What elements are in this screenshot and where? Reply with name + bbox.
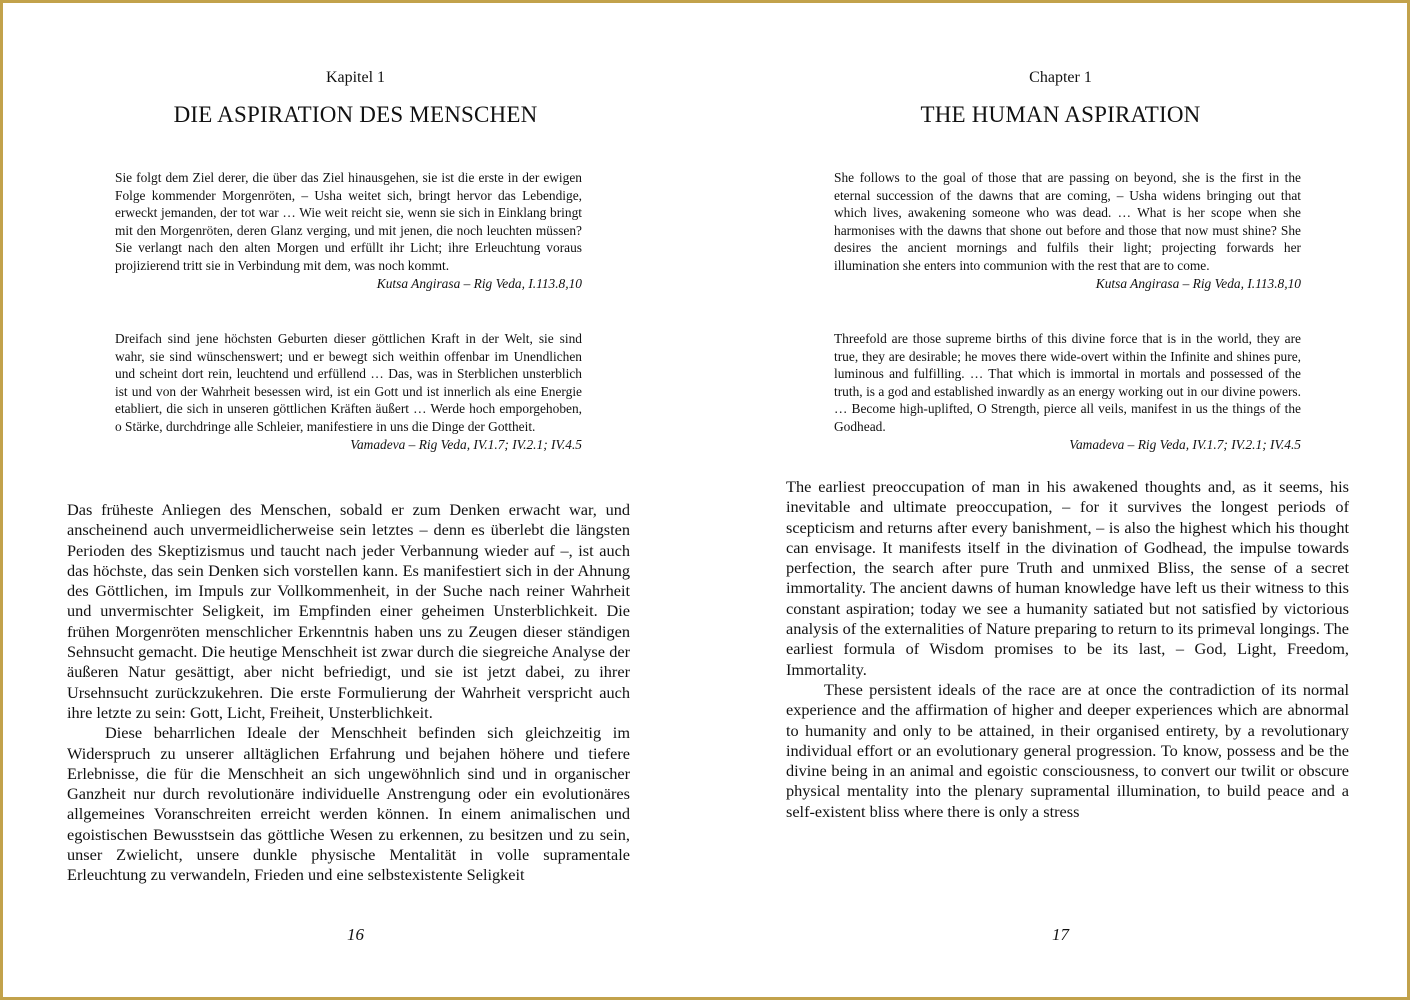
chapter-title: DIE ASPIRATION DES MENSCHEN bbox=[173, 102, 538, 127]
epigraph bbox=[115, 330, 582, 453]
epigraph bbox=[115, 169, 582, 292]
body-text bbox=[67, 500, 630, 886]
paragraph: These persistent ideals of the race are at once the contradiction of its normal experience and the affirmation of higher and deeper experiences which are abnormal to humanity and only to be attained, in their organised entirety, by a revolutionary individual effort or an evolutionary general progression. To know, possess and be the divine being in an animal and egoistic consciousness, to convert our twilit or obscure physical mentality into the plenary supramental illumination, to build peace and a self-existent bliss where there is only a stress bbox=[786, 679, 1349, 821]
page-number: 17 bbox=[1052, 925, 1069, 944]
page-number: 16 bbox=[347, 925, 364, 944]
paragraph: Das früheste Anliegen des Menschen, sobald er zum Denken erwacht war, und anscheinend auch unvermeidlicherweise sein letztes – denn es überlebt die längsten Perioden des Skeptizismus und taucht nach jeder Verbannung wieder auf –, ist auch das höchste, das sein Denken sich vorstellen kann. Es manifestiert sich in der Ahnung des Göttlichen, im Impuls zur Vollkommenheit, in der Suche nach reiner Wahrheit und unvermischter Seligkeit, im Empfinden einer geheimen Unsterblichkeit. Die frühen Morgenröten menschlicher Erkenntnis haben uns zu Zeugen dieser ständigen Sehnsucht gemacht. Die heutige Menschheit ist zwar durch die siegreiche Analyse der äußeren Natur gesättigt, aber nicht befriedigt, und sie ist jetzt dabei, zu ihrer Ursehnsucht zurückzukehren. Die erste Formulierung der Wahrheit verspricht auch ihre letzte zu sein: Gott, Licht, Freiheit, Unsterblichkeit. bbox=[67, 500, 630, 722]
epigraph bbox=[834, 330, 1301, 453]
epigraph-text: Threefold are those supreme births of this divine force that is in the world, they are true, they are desirable; he moves there wide-overt within the Infinite and shines pure, luminous and fulfilling. … That which is immortal in mortals and possessed of the truth, is a god and established inwardly as an energy working out in our divine powers. … Become high-uplifted, O Strength, pierce all veils, manifest in us the things of the Godhead. bbox=[834, 331, 1301, 434]
epigraph-text: She follows to the goal of those that are passing on beyond, she is the first in the eternal succession of the dawns that are coming, – Usha widens bringing out that which lives, awakening someone who was dead. … What is her scope when she harmonises with the dawns that shone out before and those that now must shine? She desires the ancient mornings and fulfils their light; projecting forwards her illumination she enters into communion with the rest that are to come. bbox=[834, 170, 1301, 273]
chapter-label: Kapitel 1 bbox=[325, 69, 386, 86]
epigraph-attribution: Vamadeva – Rig Veda, IV.1.7; IV.2.1; IV.4.5 bbox=[1069, 436, 1301, 452]
paragraph: Diese beharrlichen Ideale der Menschheit befinden sich gleichzeitig im Widerspruch zu unserer alltäglichen Erfahrung und bejahen höhere und tiefere Erlebnisse, die für die Menschheit an sich ungewöhnlich sind und in organischer Ganzheit nur durch revolutionäre individuelle Anstrengung oder ein evolutionäres allgemeines Voranschreiten erreicht werden können. In einem animalischen und egoistischen Bewusstsein das göttliche Wesen zu erkennen, zu besitzen und zu sein, unser Zwielicht, unsere dunkle physische Mentalität in volle supramentale Erleuchtung zu verwandeln, Frieden und eine selbstexistente Seligkeit bbox=[67, 723, 630, 885]
epigraph bbox=[834, 169, 1301, 292]
paragraph: The earliest preoccupation of man in his awakened thoughts and, as it seems, his inevitable and ultimate preoccupation, – for it survives the longest periods of scepticism and returns after every banishment, – is also the highest which his thought can envisage. It manifests itself in the divination of Godhead, the impulse towards perfection, the search after pure Truth and unmixed Bliss, the sense of a secret immortality. The ancient dawns of human knowledge have left us their witness to this constant aspiration; today we see a humanity satiated but not satisfied by victorious analysis of the externalities of Nature preparing to return to its primeval longings. The earliest formula of Wisdom promises to be its last, – God, Light, Freedom, Immortality. bbox=[786, 477, 1349, 679]
chapter-label: Chapter 1 bbox=[1029, 69, 1092, 86]
body-text bbox=[786, 477, 1349, 822]
left-page bbox=[3, 3, 708, 997]
epigraph-attribution: Kutsa Angirasa – Rig Veda, I.113.8,10 bbox=[1095, 275, 1301, 291]
epigraph-text: Sie folgt dem Ziel derer, die über das Ziel hinausgehen, sie ist die erste in der ewigen Folge kommender Morgenröten, – Usha weitet sich, bringt hervor das Lebendige, erweckt jemanden, der tot war … Wie weit reicht sie, wenn sie sich in Einklang bringt mit den Morgenröten, deren Glanz verging, und mit jenen, die noch leuchten müssen? Sie verlangt nach den alten Morgen und erfüllt ihr Licht; ihre Erleuchtung voraus projizierend tritt sie in Verbindung mit dem, was noch kommt. bbox=[115, 170, 582, 273]
epigraph-attribution: Kutsa Angirasa – Rig Veda, I.113.8,10 bbox=[376, 275, 582, 291]
right-page bbox=[708, 3, 1410, 997]
chapter-title: THE HUMAN ASPIRATION bbox=[920, 102, 1201, 127]
epigraph-attribution: Vamadeva – Rig Veda, IV.1.7; IV.2.1; IV.4.5 bbox=[350, 436, 582, 452]
epigraph-text: Dreifach sind jene höchsten Geburten dieser göttlichen Kraft in der Welt, sie sind wahr, sie sind wünschenswert; und er bewegt sich weithin offenbar im Unendlichen und scheint dort rein, leuchtend und erfüllend … Das, was in Sterblichen unsterblich ist und von der Wahrheit besessen wird, ist ein Gott und ist innerlich als eine Energie etabliert, die sich in unseren göttlichen Kräften äußert … Werde hoch emporgehoben, o Stärke, durchdringe alle Schleier, manifestiere in uns die Dinge der Gottheit. bbox=[115, 331, 582, 434]
